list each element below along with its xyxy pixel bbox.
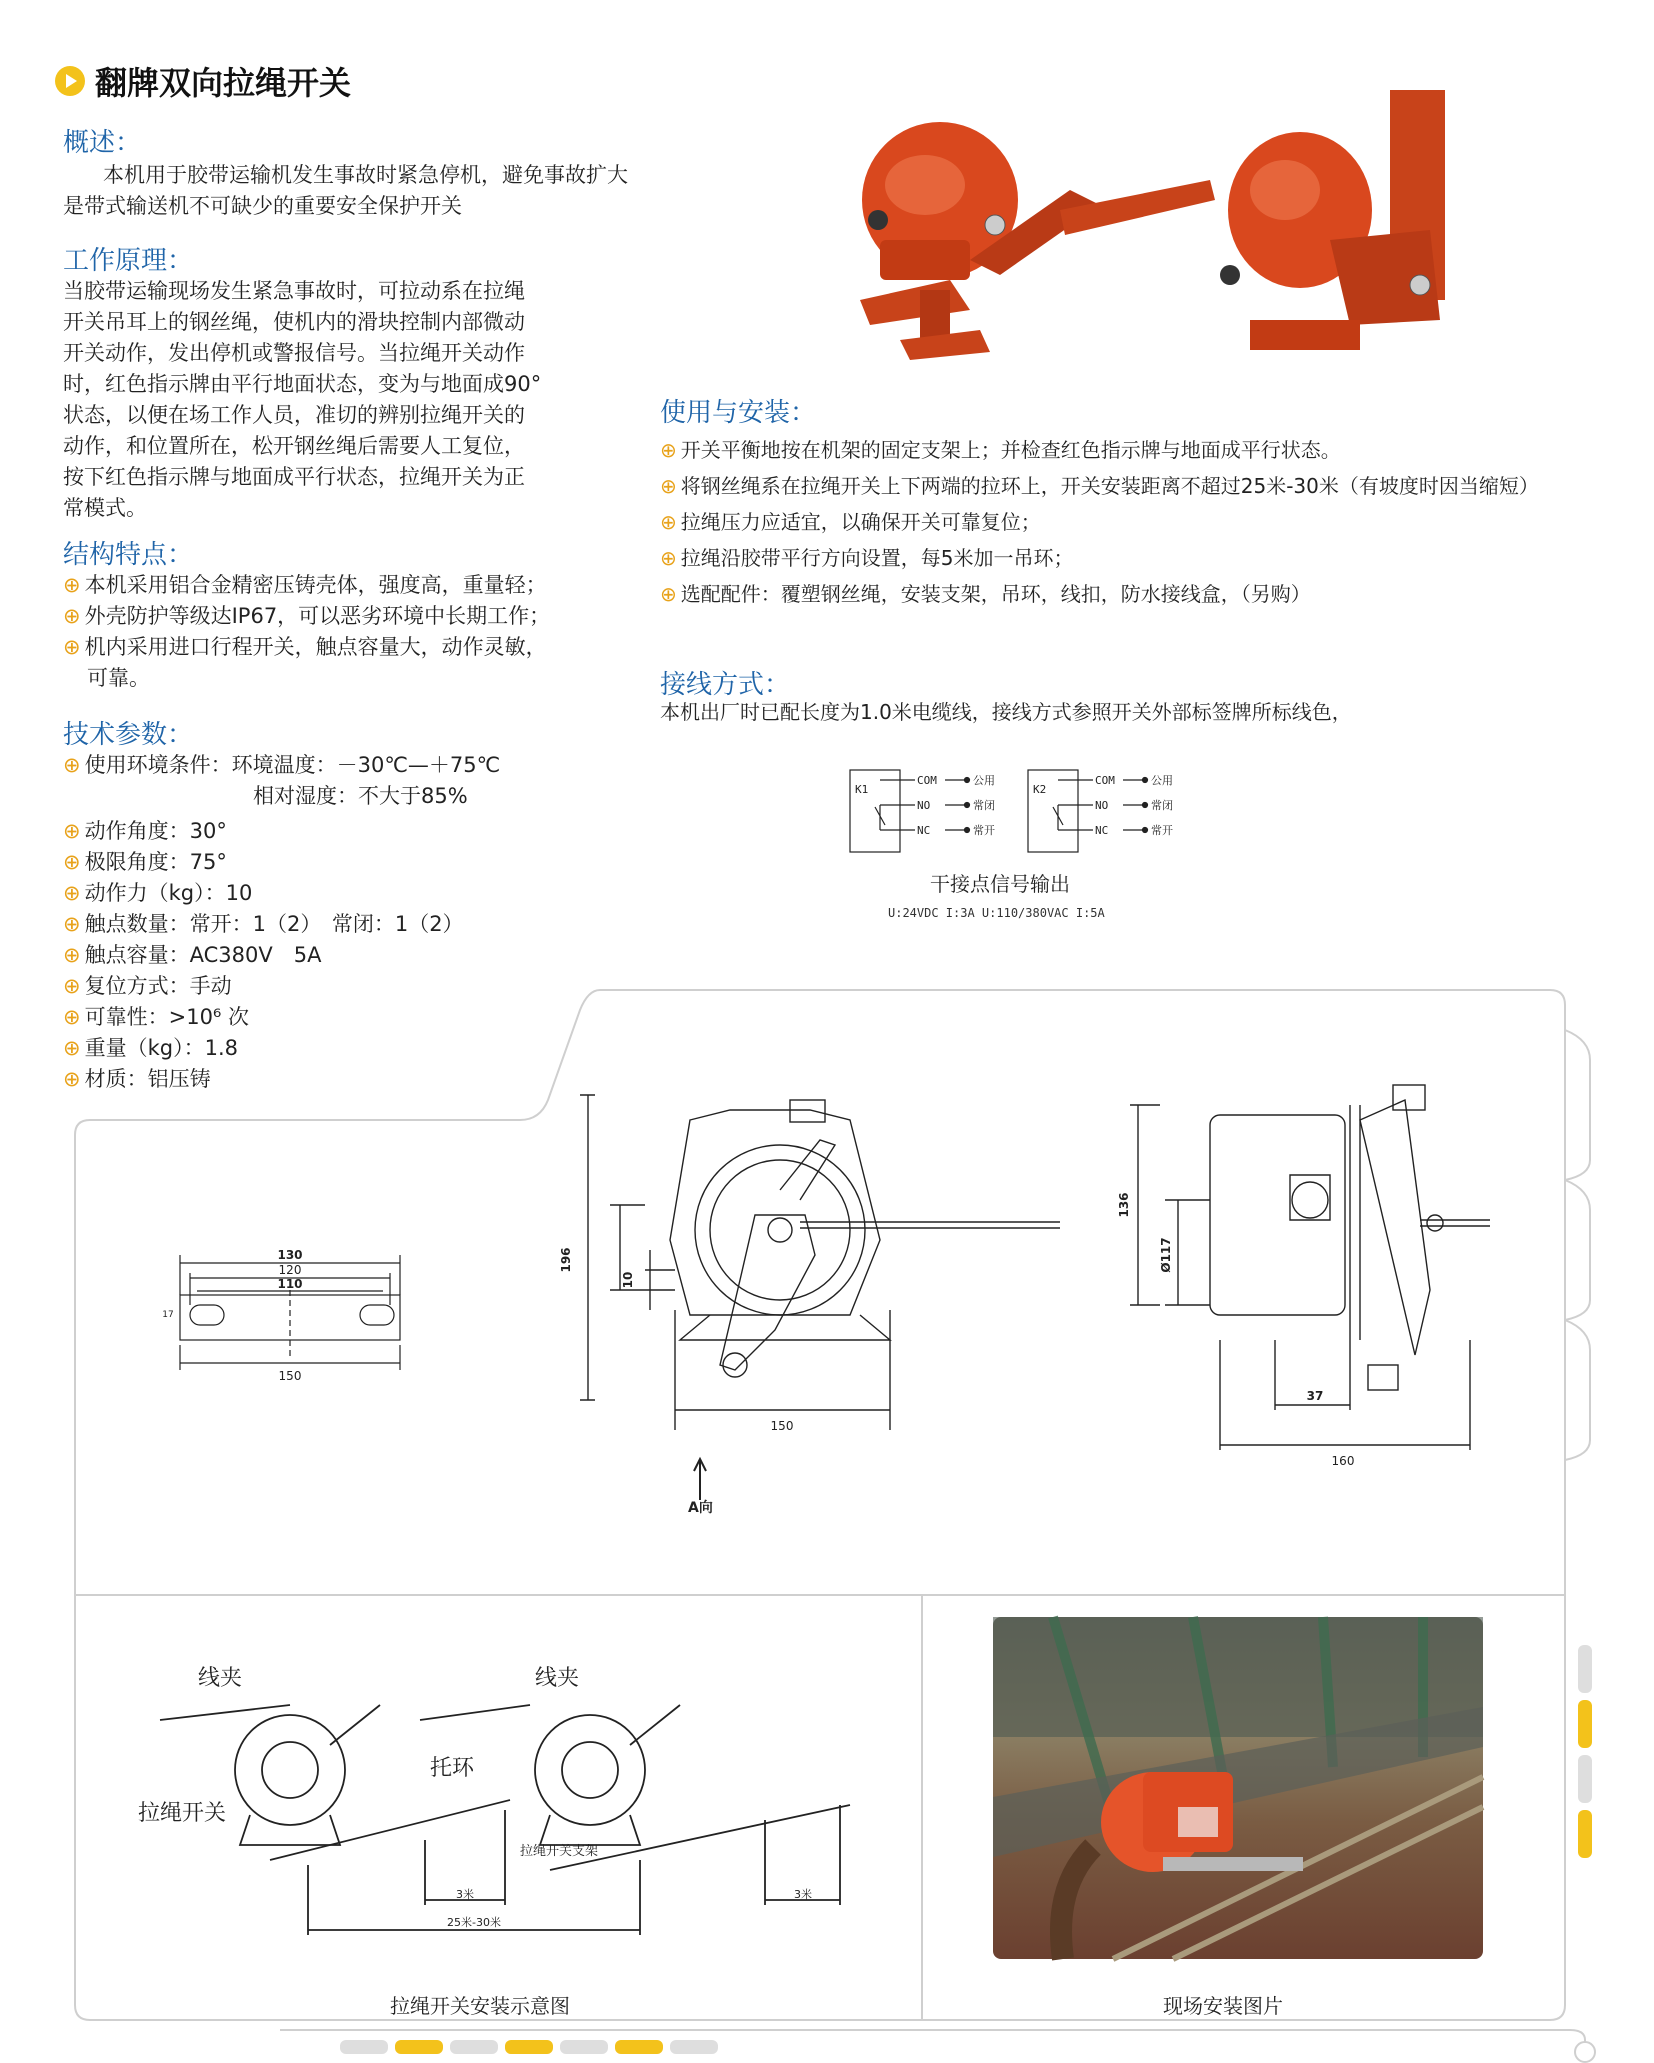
bullet-icon: ⊕ xyxy=(63,635,81,659)
principle-line: 动作，和位置所在，松开钢丝绳后需要人工复位， xyxy=(63,434,525,458)
com-cn-label: 公用 xyxy=(973,774,995,787)
dim-117: Ø117 xyxy=(1159,1237,1173,1273)
bullet-icon: ⊕ xyxy=(63,604,81,628)
overview-heading: 概述： xyxy=(63,128,142,158)
list-item: ⊕ 复位方式：手动 xyxy=(63,971,500,1002)
list-item: ⊕ 机内采用进口行程开关，触点容量大，动作灵敏， xyxy=(63,632,550,663)
ring-label: 托环 xyxy=(430,1756,475,1781)
list-item: ⊕ 可靠性：>10⁶ 次 xyxy=(63,1002,500,1033)
bullet-icon: ⊕ xyxy=(63,1067,81,1091)
dim-120: 120 xyxy=(278,1263,302,1277)
list-item: ⊕ 极限角度：75° xyxy=(63,847,500,878)
principle-line: 开关吊耳上的钢丝绳，使机内的滑块控制内部微动 xyxy=(63,310,525,334)
wiring-caption: 干接点信号输出 xyxy=(930,872,1070,896)
bullet-icon: ⊕ xyxy=(660,474,677,498)
no-cn-label: 常闭 xyxy=(973,799,995,812)
principle-line: 时，红色指示牌由平行地面状态，变为与地面成90° xyxy=(63,372,542,396)
list-item: ⊕ 触点容量：AC380V 5A xyxy=(63,940,500,971)
bullet-icon: ⊕ xyxy=(63,943,81,967)
dim-196: 196 xyxy=(559,1247,573,1273)
nc-label-2: NC xyxy=(1095,824,1109,837)
dim-17: 17 xyxy=(162,1310,174,1320)
k1-label: K1 xyxy=(855,783,869,796)
list-item: ⊕ 拉绳压力应适宜，以确保开关可靠复位； xyxy=(660,504,1539,540)
specs-heading: 技术参数： xyxy=(63,720,194,750)
dim-160: 160 xyxy=(1331,1454,1355,1468)
nc-cn-label: 常开 xyxy=(973,824,995,837)
no-label-2: NO xyxy=(1095,799,1109,812)
list-item: ⊕ 开关平衡地按在机架的固定支架上；并检查红色指示牌与地面成平行状态。 xyxy=(660,432,1539,468)
principle-line: 状态，以便在场工作人员，准切的辨别拉绳开关的 xyxy=(63,403,525,427)
overview-line: 是带式输送机不可缺少的重要安全保护开关 xyxy=(63,194,462,218)
principle-line: 按下红色指示牌与地面成平行状态，拉绳开关为正 xyxy=(63,465,525,489)
bullet-icon: ⊕ xyxy=(660,582,677,606)
base-plate-drawing xyxy=(160,1245,420,1405)
dim-136: 136 xyxy=(1117,1192,1131,1218)
bullet-icon: ⊕ xyxy=(63,819,81,843)
bullet-icon: ⊕ xyxy=(63,573,81,597)
dim-150a: 150 xyxy=(278,1369,302,1383)
bullet-icon: ⊕ xyxy=(63,1036,81,1060)
list-item: ⊕ 外壳防护等级达IP67，可以恶劣环境中长期工作； xyxy=(63,601,550,632)
photo-caption: 现场安装图片 xyxy=(1163,1994,1283,2018)
list-item: 相对湿度：不大于85% xyxy=(253,784,468,808)
list-item: ⊕ 本机采用铝合金精密压铸壳体，强度高，重量轻； xyxy=(63,570,550,601)
clip-label-1: 线夹 xyxy=(198,1666,243,1691)
no-label: NO xyxy=(917,799,931,812)
list-item: ⊕ 动作角度：30° xyxy=(63,816,500,847)
site-photo xyxy=(993,1617,1483,1959)
installation-diagram xyxy=(120,1650,880,1940)
front-view-drawing xyxy=(550,1080,1090,1440)
nc-label: NC xyxy=(917,824,931,837)
com-cn-label-2: 公用 xyxy=(1151,774,1173,787)
bullet-icon: ⊕ xyxy=(63,753,81,777)
list-item: ⊕ 动作力（kg）：10 xyxy=(63,878,500,909)
list-item: ⊕ 触点数量：常开：1（2） 常闭：1（2） xyxy=(63,909,500,940)
principle-line: 当胶带运输现场发生紧急事故时，可拉动系在拉绳 xyxy=(63,279,525,303)
list-item: 可靠。 xyxy=(87,666,150,690)
switch-label: 拉绳开关 xyxy=(138,1801,227,1826)
dim-3m-b: 3米 xyxy=(794,1888,812,1901)
clip-label-2: 线夹 xyxy=(535,1666,580,1691)
dim-130: 130 xyxy=(277,1248,303,1262)
bracket-label: 拉绳开关支架 xyxy=(520,1844,599,1859)
list-item: ⊕ 拉绳沿胶带平行方向设置，每5米加一吊环； xyxy=(660,540,1539,576)
principle-line: 常模式。 xyxy=(63,496,147,520)
dim-110: 110 xyxy=(277,1277,303,1291)
bullet-icon: ⊕ xyxy=(63,974,81,998)
list-item: ⊕ 使用环境条件：环境温度：－30℃—＋75℃ xyxy=(63,750,500,781)
features-heading: 结构特点： xyxy=(63,540,194,570)
bullet-icon: ⊕ xyxy=(63,850,81,874)
site-photo-illustration xyxy=(993,1617,1483,1959)
install-diagram-caption: 拉绳开关安装示意图 xyxy=(390,1994,570,2018)
wiring-rating: U:24VDC I:3A U:110/380VAC I:5A xyxy=(888,906,1105,920)
tab-strip-right xyxy=(1578,1645,1592,1858)
dim-span: 25米-30米 xyxy=(447,1916,501,1929)
list-item: ⊕ 将钢丝绳系在拉绳开关上下两端的拉环上，开关安装距离不超过25米-30米（有坡度时因当缩短） xyxy=(660,468,1539,504)
nc-cn-label-2: 常开 xyxy=(1151,824,1173,837)
tab-strip-bottom xyxy=(340,2040,718,2054)
install-heading: 使用与安装： xyxy=(660,398,817,428)
wiring-heading: 接线方式： xyxy=(660,670,791,700)
overview-line: 本机用于胶带运输机发生事故时紧急停机，避免事故扩大 xyxy=(103,163,628,187)
dim-3m-a: 3米 xyxy=(456,1888,474,1901)
bullet-icon: ⊕ xyxy=(63,1005,81,1029)
bullet-icon: ⊕ xyxy=(63,912,81,936)
principle-line: 开关动作，发出停机或警报信号。当拉绳开关动作 xyxy=(63,341,525,365)
dim-37: 37 xyxy=(1306,1389,1324,1403)
dim-10: 10 xyxy=(621,1271,635,1289)
list-item: ⊕ 重量（kg）：1.8 xyxy=(63,1033,500,1064)
com-label: COM xyxy=(917,774,937,787)
page-title-text: 翻牌双向拉绳开关 xyxy=(95,64,352,102)
no-cn-label-2: 常闭 xyxy=(1151,799,1173,812)
com-label-2: COM xyxy=(1095,774,1115,787)
list-item: ⊕ 选配配件：覆塑钢丝绳，安装支架，吊环，线扣，防水接线盒，（另购） xyxy=(660,576,1539,612)
bullet-icon: ⊕ xyxy=(660,438,677,462)
bullet-icon: ⊕ xyxy=(63,881,81,905)
wiring-text: 本机出厂时已配长度为1.0米电缆线，接线方式参照开关外部标签牌所标线色， xyxy=(660,700,1352,724)
list-item: ⊕ 材质：铝压铸 xyxy=(63,1064,500,1095)
bullet-icon: ⊕ xyxy=(660,510,677,534)
k2-label: K2 xyxy=(1033,783,1047,796)
principle-heading: 工作原理： xyxy=(63,246,194,276)
dim-150b: 150 xyxy=(770,1419,794,1433)
side-view-drawing xyxy=(1110,1080,1490,1468)
a-direction-label: A向 xyxy=(688,1500,713,1516)
bullet-icon: ⊕ xyxy=(660,546,677,570)
